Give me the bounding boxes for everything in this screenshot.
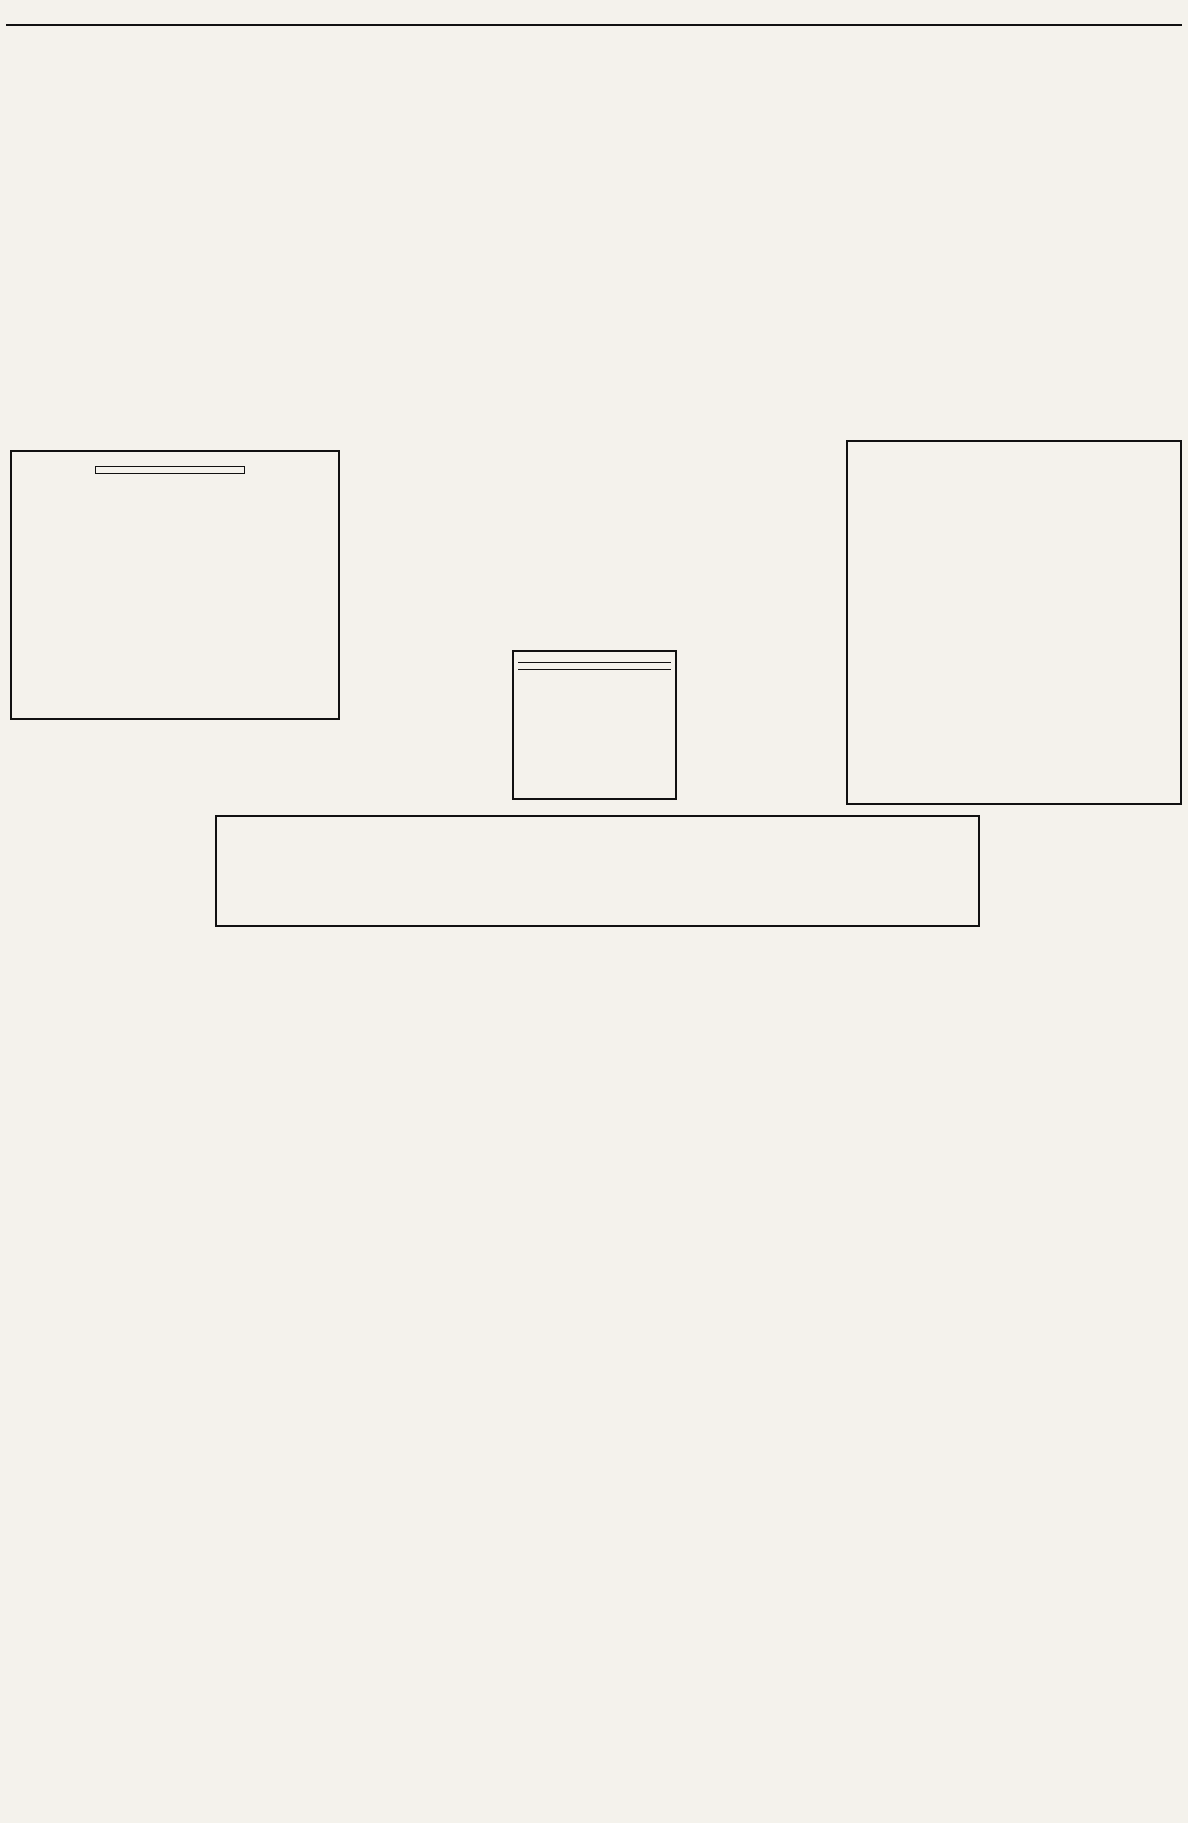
carpet-offer bbox=[95, 466, 245, 474]
carpet-cleaning-ad bbox=[10, 450, 340, 720]
bargain-title bbox=[518, 662, 671, 670]
service-directory bbox=[6, 936, 1182, 1816]
page-header bbox=[6, 6, 1182, 26]
directory-banner bbox=[215, 815, 980, 927]
blue-grass-farms-ad bbox=[846, 440, 1182, 805]
bargain-store-ad bbox=[512, 650, 677, 800]
